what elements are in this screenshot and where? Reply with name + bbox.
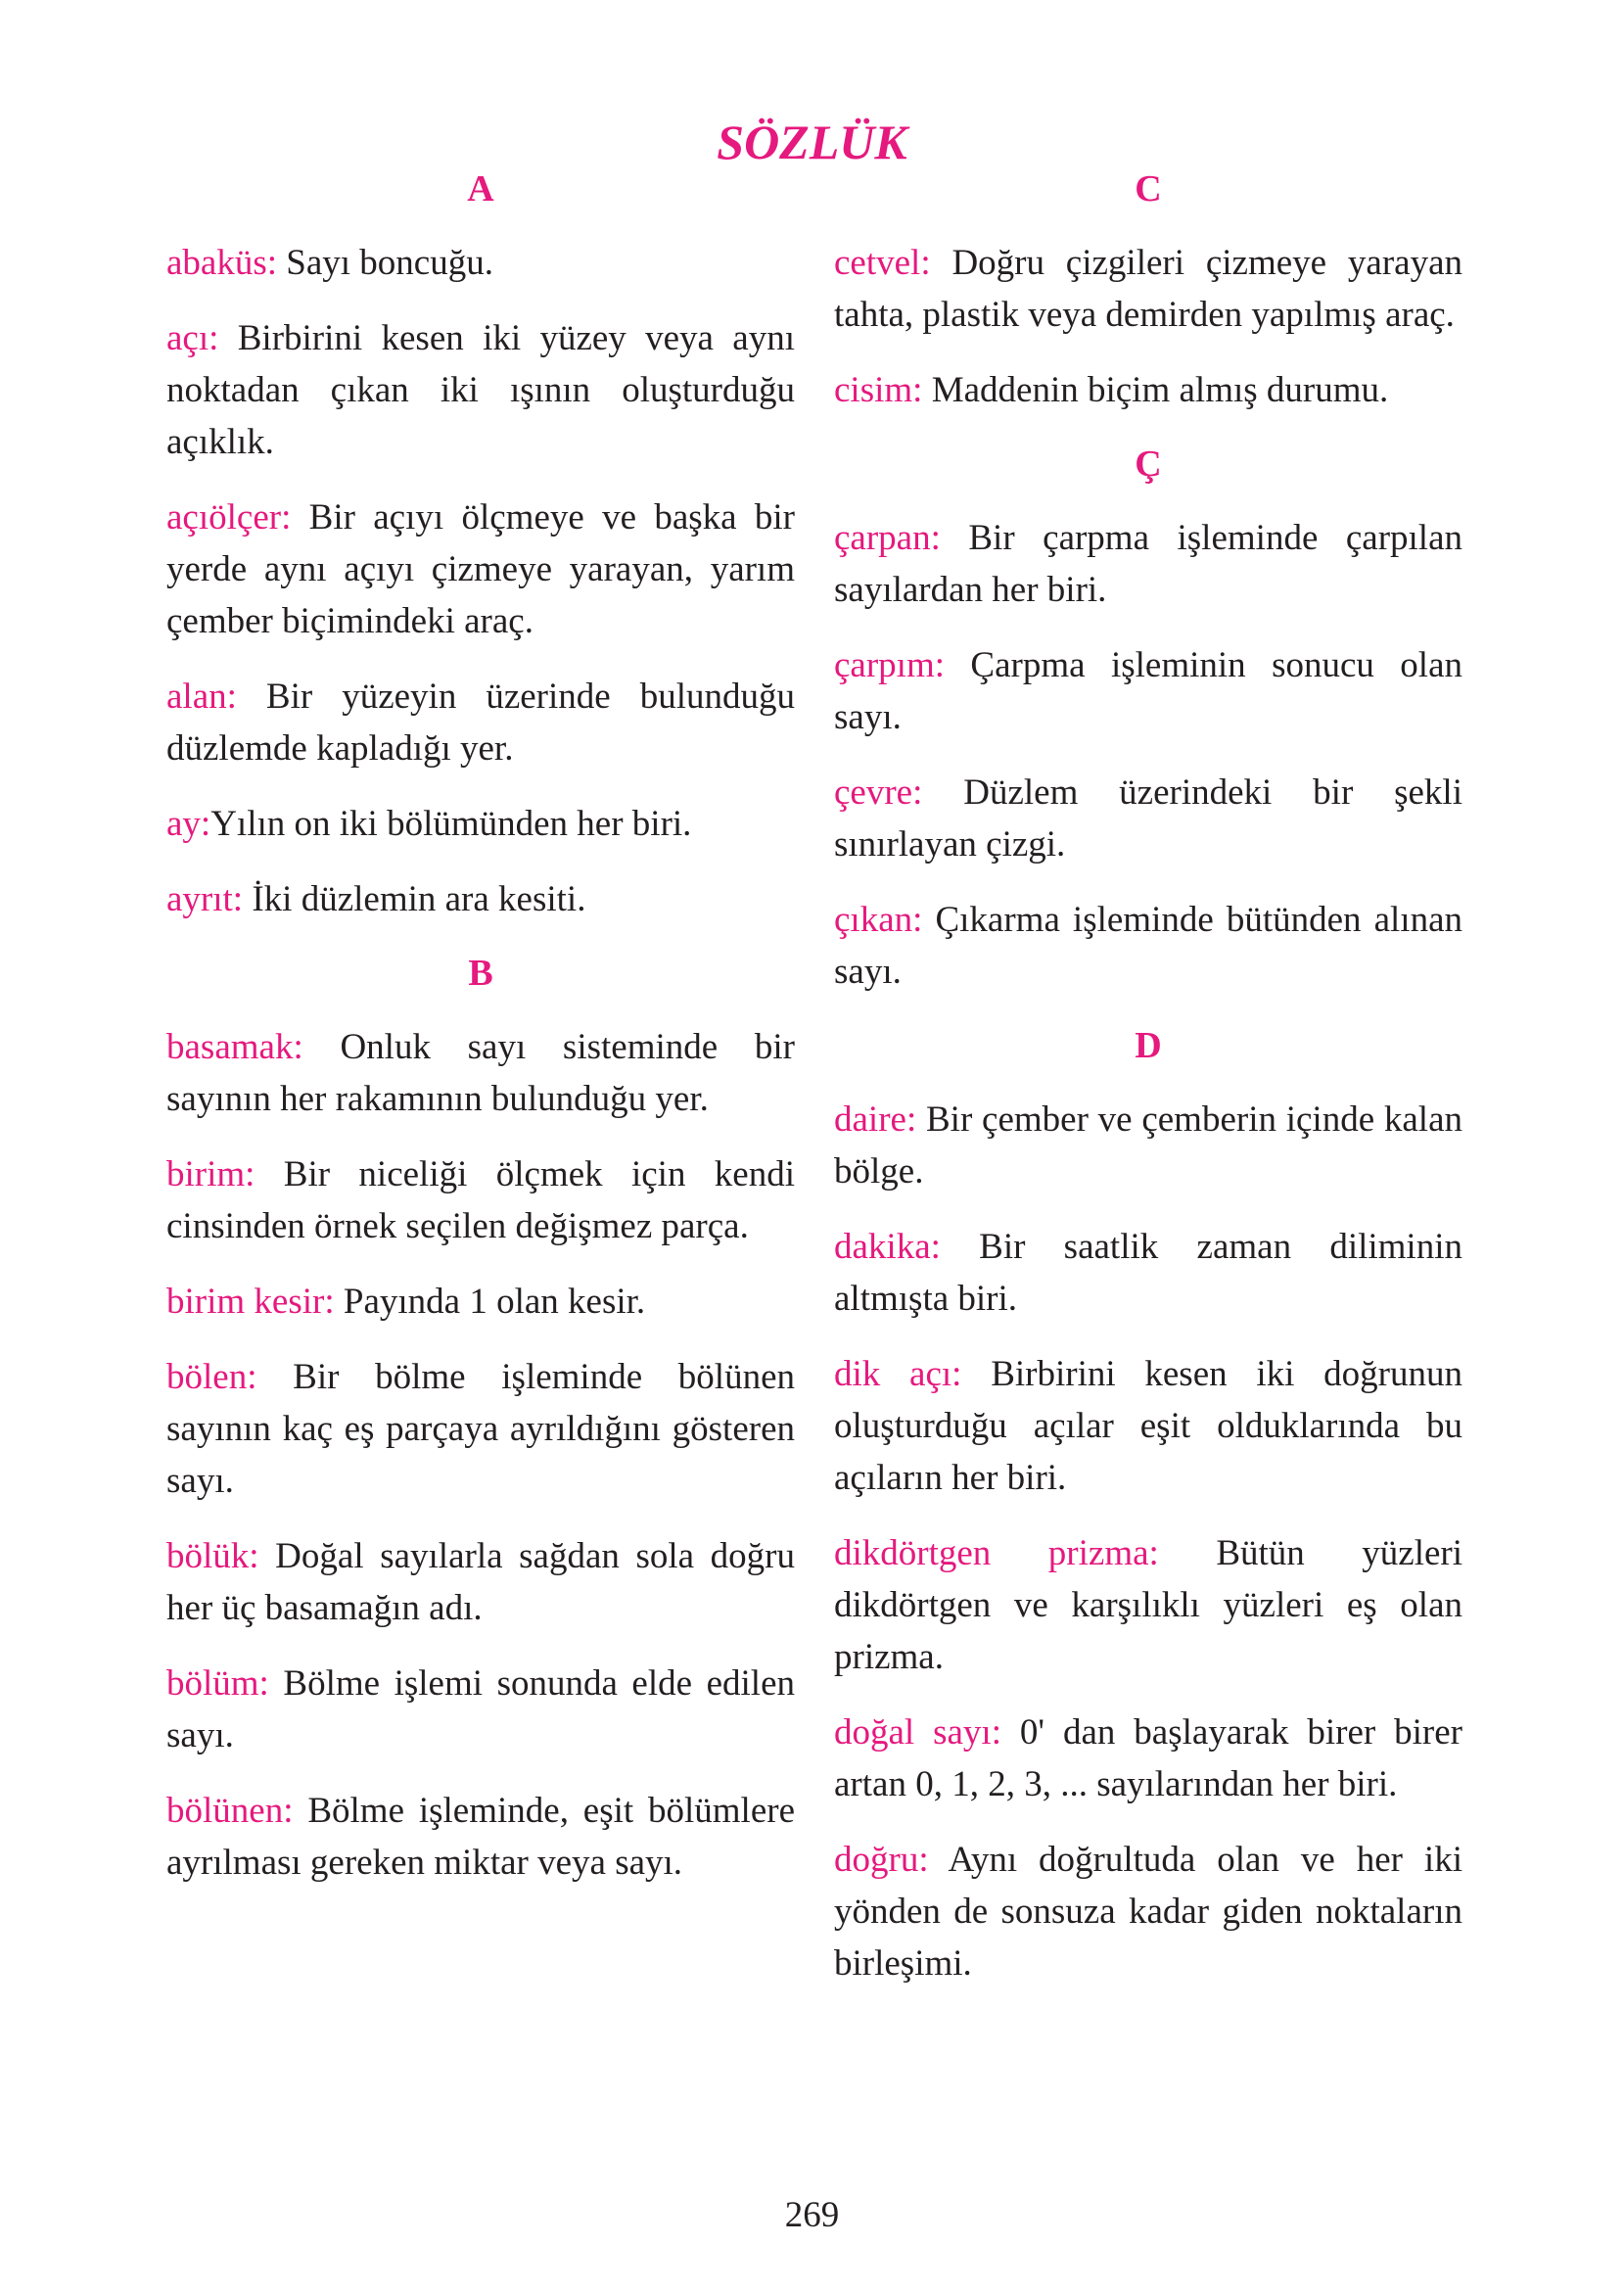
right-column	[834, 164, 1462, 2013]
entry-definition: Yılın on iki bölümünden her biri.	[210, 804, 692, 844]
entry-definition: Doğal sayılarla sağdan sola doğru her üç basamağın adı.	[166, 1536, 795, 1628]
entry-definition: 0' dan başlayarak birer birer artan 0, 1, 2, 3, ... sayılarından her biri.	[834, 1712, 1462, 1804]
entry-term: açı:	[166, 318, 219, 358]
entry-term: bölünen:	[166, 1791, 294, 1831]
entry-term: cisim:	[834, 370, 923, 410]
glossary-entry	[166, 237, 795, 289]
section-b	[166, 949, 795, 1889]
section-d	[834, 1021, 1462, 1989]
left-column	[166, 164, 795, 1912]
section-letter: Ç	[1135, 444, 1162, 485]
entry-term: basamak:	[166, 1027, 303, 1067]
glossary-entry	[166, 1351, 795, 1507]
glossary-entry	[834, 767, 1462, 870]
section-letter: B	[468, 953, 493, 994]
entry-definition: Birbirini kesen iki doğrunun oluşturduğu açılar eşit olduklarında bu açıların her biri.	[834, 1354, 1462, 1498]
glossary-entry	[834, 1527, 1462, 1683]
entry-term: ayrıt:	[166, 879, 244, 919]
entry-definition: Doğru çizgileri çizmeye yarayan tahta, plastik veya demirden yapılmış araç.	[834, 243, 1462, 335]
entry-definition: Sayı boncuğu.	[286, 243, 493, 283]
section-c-cedilla	[834, 440, 1462, 998]
glossary-entry	[834, 639, 1462, 743]
glossary-entry	[166, 798, 795, 850]
glossary-entry	[834, 894, 1462, 998]
glossary-entry	[834, 1348, 1462, 1504]
glossary-entry	[166, 1785, 795, 1889]
entry-term: ay:	[166, 804, 211, 844]
glossary-entry	[834, 237, 1462, 341]
entry-definition: Payında 1 olan kesir.	[343, 1282, 646, 1322]
entry-definition: Bir bölme işleminde bölünen sayının kaç eş parçaya ayrıldığını gösteren sayı.	[166, 1357, 795, 1501]
entry-definition: Bir açıyı ölçmeye ve başka bir yerde aynı açıyı çizmeye yarayan, yarım çember biçimindeki araç.	[166, 497, 795, 641]
entry-definition: Birbirini kesen iki yüzey veya aynı noktadan çıkan iki ışının oluşturduğu açıklık.	[166, 318, 795, 462]
entry-term: birim:	[166, 1154, 255, 1194]
entry-term: çıkan:	[834, 900, 923, 940]
entry-definition: Aynı doğrultuda olan ve her iki yönden de sonsuza kadar giden noktaların birleşimi.	[834, 1840, 1462, 1984]
section-letter: D	[1135, 1025, 1162, 1066]
page-number: 269	[784, 2195, 840, 2235]
entry-term: doğal sayı:	[834, 1712, 1001, 1753]
entry-term: çarpan:	[834, 518, 941, 558]
entry-term: dakika:	[834, 1227, 941, 1267]
section-a	[166, 164, 795, 925]
entry-definition: Bir saatlik zaman diliminin altmışta biri.	[834, 1227, 1462, 1319]
entry-definition: Maddenin biçim almış durumu.	[931, 370, 1389, 410]
section-letter: C	[1135, 168, 1162, 210]
glossary-entry	[834, 1834, 1462, 1989]
glossary-entry	[834, 1094, 1462, 1197]
entry-definition: Onluk sayı sisteminde bir sayının her rakamının bulunduğu yer.	[166, 1027, 795, 1119]
entry-term: bölük:	[166, 1536, 259, 1576]
entry-term: cetvel:	[834, 243, 931, 283]
entry-term: alan:	[166, 677, 237, 717]
glossary-entry	[166, 1530, 795, 1634]
entry-definition: Bütün yüzleri dikdörtgen ve karşılıklı yüzleri eş olan prizma.	[834, 1533, 1462, 1677]
glossary-entry	[834, 512, 1462, 616]
section-letter: A	[467, 168, 494, 210]
entry-definition: Bölme işlemi sonunda elde edilen sayı.	[166, 1663, 796, 1755]
glossary-entry	[166, 1276, 795, 1328]
entry-definition: Çarpma işleminin sonucu olan sayı.	[834, 645, 1462, 737]
entry-term: daire:	[834, 1099, 917, 1140]
glossary-entry	[834, 1707, 1462, 1810]
glossary-entry	[166, 1148, 795, 1252]
entry-term: çarpım:	[834, 645, 946, 685]
glossary-entry	[166, 1658, 795, 1761]
glossary-entry	[166, 491, 795, 647]
entry-term: dikdörtgen prizma:	[834, 1533, 1159, 1573]
glossary-entry	[834, 364, 1462, 416]
entry-definition: Bölme işleminde, eşit bölümlere ayrılması gereken miktar veya sayı.	[166, 1791, 795, 1883]
entry-definition: İki düzlemin ara kesiti.	[252, 879, 586, 919]
entry-definition: Bir yüzeyin üzerinde bulunduğu düzlemde kapladığı yer.	[166, 677, 795, 769]
glossary-entry	[166, 1021, 795, 1125]
glossary-entry	[166, 671, 795, 774]
section-c	[834, 164, 1462, 416]
glossary-entry	[166, 873, 795, 925]
entry-term: çevre:	[834, 772, 923, 813]
entry-term: bölüm:	[166, 1663, 269, 1704]
entry-term: açıölçer:	[166, 497, 292, 538]
glossary-entry	[166, 312, 795, 468]
entry-term: dik açı:	[834, 1354, 962, 1394]
entry-term: abaküs:	[166, 243, 278, 283]
entry-definition: Bir çarpma işleminde çarpılan sayılardan her biri.	[834, 518, 1462, 610]
entry-definition: Bir çember ve çemberin içinde kalan bölge.	[834, 1099, 1463, 1192]
page-title: SÖZLÜK	[717, 115, 907, 169]
entry-term: doğru:	[834, 1840, 929, 1880]
entry-definition: Çıkarma işleminde bütünden alınan sayı.	[834, 900, 1463, 992]
glossary-entry	[834, 1221, 1462, 1325]
entry-definition: Düzlem üzerindeki bir şekli sınırlayan çizgi.	[834, 772, 1462, 865]
entry-term: birim kesir:	[166, 1282, 335, 1322]
entry-definition: Bir niceliği ölçmek için kendi cinsinden örnek seçilen değişmez parça.	[166, 1154, 795, 1246]
entry-term: bölen:	[166, 1357, 257, 1397]
